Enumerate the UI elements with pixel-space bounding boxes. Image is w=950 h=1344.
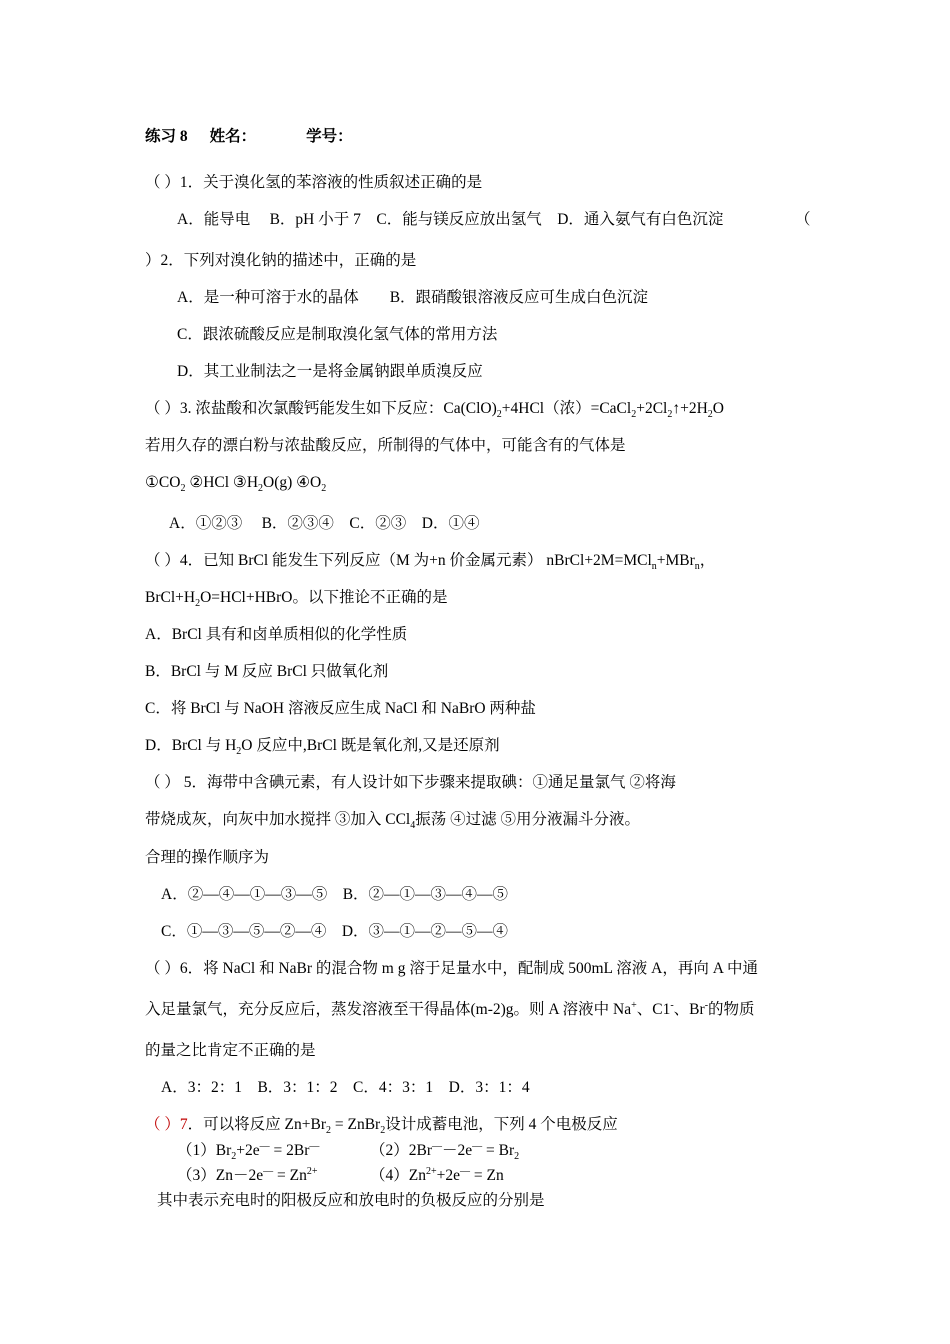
question-3-gases: $①CO_2$ ②HCl $③H_2O(g)$ $④O_2$	[145, 474, 327, 495]
question-7-reaction-4: $(4)Zn^{2+}+2e^— = Zn$	[370, 1165, 504, 1184]
question-4-option-b: B．BrCl 与 M 反应 BrCl 只做氧化剂	[145, 663, 389, 680]
question-2-paren-open: （	[795, 211, 811, 228]
question-7-number: 7	[179, 1116, 188, 1133]
question-3-options: A．①②③ B．②③④ C．②③ D．①④	[169, 515, 480, 532]
question-2-option-c: C．跟浓硫酸反应是制取溴化氢气体的常用方法	[177, 326, 498, 343]
question-7-reaction-1: $(1)Br_2+2e^— = 2Br^—$	[177, 1140, 320, 1163]
question-7-last-line: 其中表示充电时的阳极反应和放电时的负极反应的分别是	[157, 1192, 545, 1209]
question-4-stem: （ ）4．已知 BrCl 能发生下列反应（M 为+n 价金属元素） nBrCl+2M=MCl$_n$+MBr$_n$，	[145, 552, 716, 573]
question-5-stem: （ ） 5．海带中含碘元素，有人设计如下步骤来提取碘：①通足量氯气 ②将海	[145, 774, 676, 791]
question-6-stem: （ ）6．将 NaCl 和 NaBr 的混合物 m g 溶于足量水中，配制成 500mL 溶液 A，再向 A 中通	[145, 960, 758, 977]
question-7-reaction-2: $(2)2Br^—-2e^— = Br_2$	[370, 1140, 520, 1163]
question-7-stem: （ ）7．可以将反应 $Zn+Br_2$ = ZnBr$_2$设计成蓄电池，下列 4 个电极反应	[145, 1116, 618, 1137]
question-2-stem: ）2．下列对溴化钠的描述中，正确的是	[145, 252, 417, 269]
question-6-options: A．3：2：1 B．3：1：2 C．4：3：1 D．3：1：4	[161, 1079, 530, 1096]
exercise-title: 练习 8	[145, 128, 188, 145]
question-4-option-d: D．BrCl 与 $H_2O$ 反应中,BrCl 既是氧化剂,又是还原剂	[145, 737, 500, 758]
question-3-stem: （ ）3. 浓盐酸和次氯酸钙能发生如下反应：$Ca(ClO)_2+4HCl$（浓）$=CaCl_2+2Cl_2↑+2H_2O$	[145, 400, 724, 421]
question-1-stem: （ ）1．关于溴化氢的苯溶液的性质叙述正确的是	[145, 174, 483, 191]
question-6-line2: 入足量氯气，充分反应后，蒸发溶液至干得晶体(m-2)g。则 A 溶液中 Na+、C1-、Br-的物质	[145, 999, 755, 1018]
question-1-options: A．能导电 B．pH 小于 7 C．能与镁反应放出氢气 D．通入氨气有白色沉淀	[177, 211, 724, 228]
question-4-option-a: A．BrCl 具有和卤单质相似的化学性质	[145, 626, 408, 643]
question-3-line2: 若用久存的漂白粉与浓盐酸反应，所制得的气体中，可能含有的气体是	[145, 437, 626, 454]
question-7-paren: （ ）	[145, 1116, 180, 1133]
question-5-line3: 合理的操作顺序为	[145, 849, 270, 866]
question-6-line3: 的量之比肯定不正确的是	[145, 1042, 316, 1059]
question-2-options-ab: A．是一种可溶于水的晶体 B．跟硝酸银溶液反应可生成白色沉淀	[177, 289, 649, 306]
question-5-line2: 带烧成灰，向灰中加水搅拌 ③加入 CCl$_4$振荡 ④过滤 ⑤用分液漏斗分液。	[145, 811, 640, 832]
worksheet-header	[145, 127, 353, 147]
question-5-options-ab: A．②—④—①—③—⑤ B．②—①—③—④—⑤	[161, 886, 509, 903]
student-id-label: 学号：	[306, 128, 353, 145]
question-4-line2: $BrCl+H_2O=HCl+HBrO$。以下推论不正确的是	[145, 589, 448, 610]
question-7-reaction-3: $(3)Zn-2e^— = Zn^{2+}$	[177, 1165, 318, 1184]
question-2-option-d: D．其工业制法之一是将金属钠跟单质溴反应	[177, 363, 483, 380]
question-5-options-cd: C．①—③—⑤—②—④ D．③—①—②—⑤—④	[161, 923, 509, 940]
question-4-option-c: C．将 BrCl 与 NaOH 溶液反应生成 NaCl 和 NaBrO 两种盐	[145, 700, 536, 717]
name-label: 姓名：	[209, 128, 257, 145]
